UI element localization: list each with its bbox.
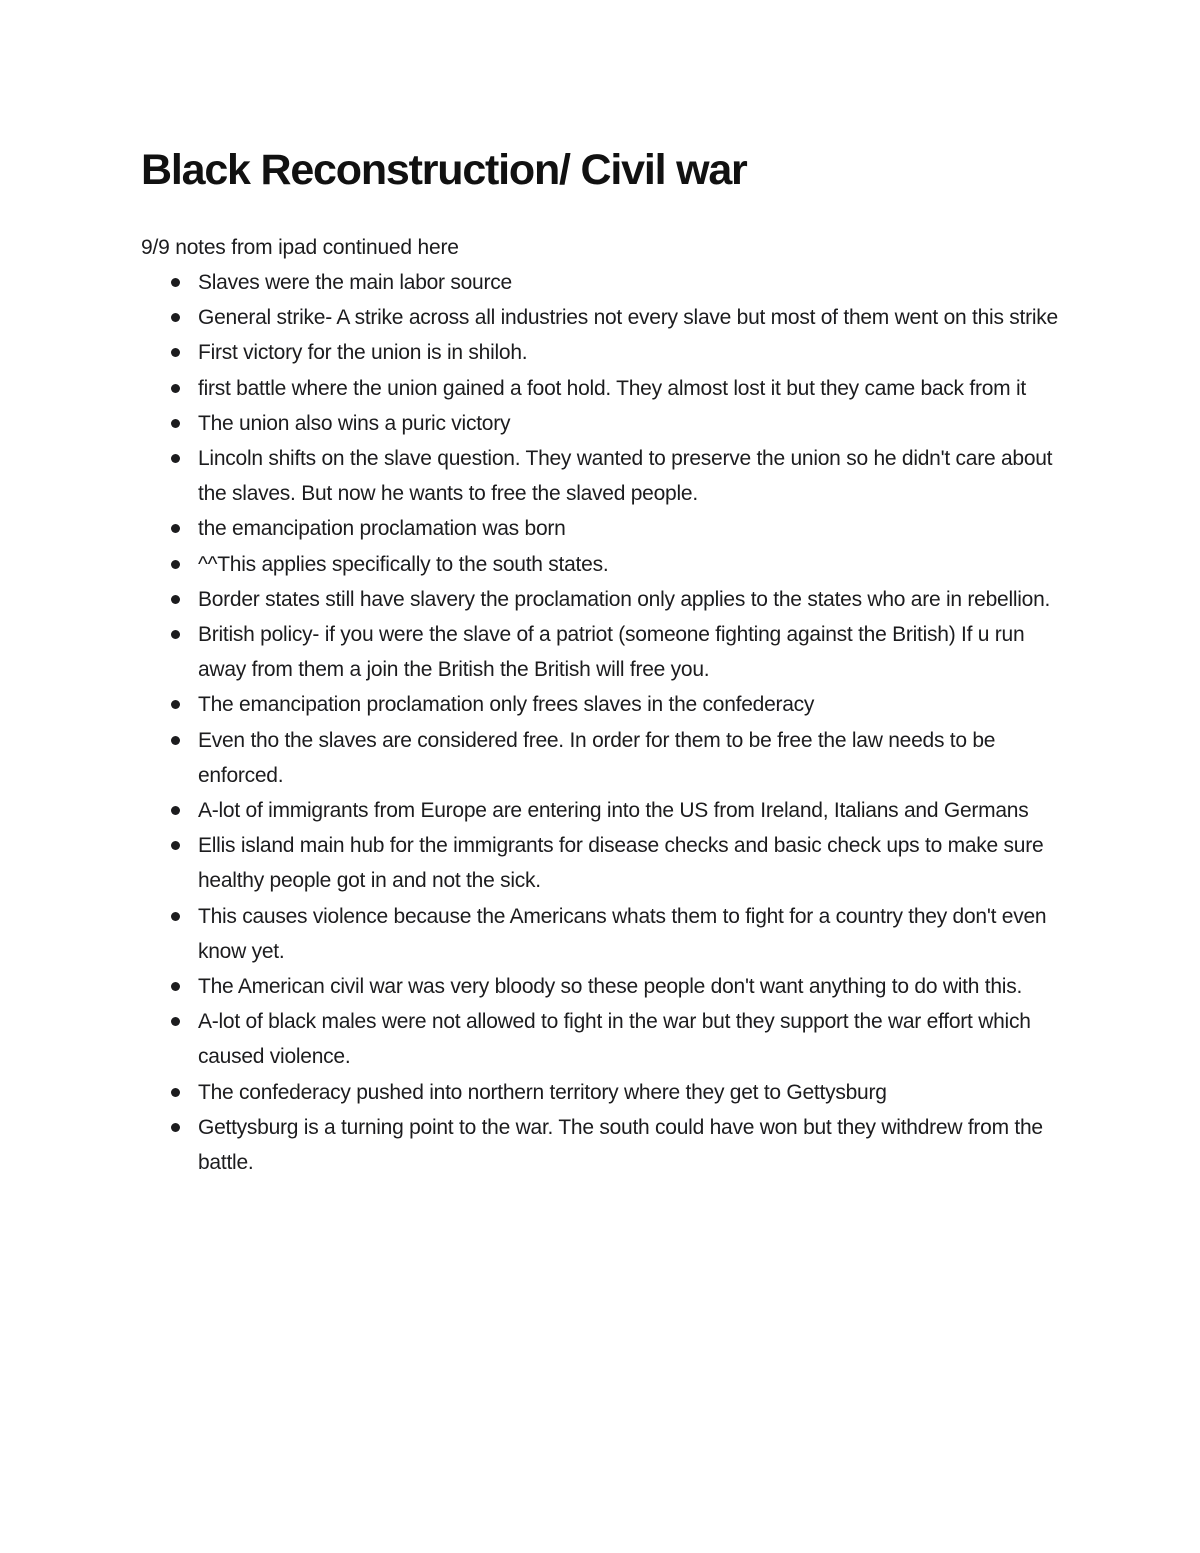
note-text: General strike- A strike across all industries not every slave but most of them went on this strike	[198, 306, 1058, 330]
note-item	[141, 1004, 1061, 1074]
note-item	[141, 265, 1061, 300]
bullet-icon	[171, 419, 180, 428]
note-text: British policy- if you were the slave of a patriot (someone fighting against the British) If u run away from them a join the British the British will free you.	[198, 623, 1025, 682]
note-item	[141, 547, 1061, 582]
note-text: The union also wins a puric victory	[198, 411, 511, 435]
note-text: The emancipation proclamation only frees slaves in the confederacy	[198, 693, 815, 717]
note-text: A-lot of black males were not allowed to fight in the war but they support the war effort which caused violence.	[198, 1010, 1031, 1069]
note-item	[141, 511, 1061, 546]
note-text: the emancipation proclamation was born	[198, 517, 566, 541]
note-text: first battle where the union gained a foot hold. They almost lost it but they came back from it	[198, 376, 1026, 400]
note-item	[141, 1075, 1061, 1110]
notes-list	[141, 265, 1061, 1180]
note-item	[141, 723, 1061, 793]
bullet-icon	[171, 313, 180, 322]
note-item	[141, 793, 1061, 828]
note-item	[141, 335, 1061, 370]
intro-text: 9/9 notes from ipad continued here	[141, 236, 459, 259]
note-text: This causes violence because the Americans whats them to fight for a country they don't even know yet.	[198, 904, 1047, 963]
note-text: The American civil war was very bloody so these people don't want anything to do with this.	[198, 975, 1023, 999]
bullet-icon	[171, 560, 180, 569]
bullet-icon	[171, 806, 180, 815]
note-item	[141, 828, 1061, 898]
bullet-icon	[171, 348, 180, 357]
note-text: Lincoln shifts on the slave question. They wanted to preserve the union so he didn't care about the slaves. But now he wants to free the slaved people.	[198, 447, 1053, 506]
bullet-icon	[171, 524, 180, 533]
bullet-icon	[171, 1017, 180, 1026]
bullet-icon	[171, 454, 180, 463]
bullet-icon	[171, 912, 180, 921]
note-text: A-lot of immigrants from Europe are entering into the US from Ireland, Italians and Germans	[198, 799, 1029, 823]
note-item	[141, 300, 1061, 335]
note-item	[141, 441, 1061, 511]
note-item	[141, 406, 1061, 441]
page-title: Black Reconstruction/ Civil war	[141, 146, 747, 194]
bullet-icon	[171, 736, 180, 745]
bullet-icon	[171, 841, 180, 850]
bullet-icon	[171, 595, 180, 604]
bullet-icon	[171, 982, 180, 991]
note-text: The confederacy pushed into northern territory where they get to Gettysburg	[198, 1080, 887, 1104]
note-text: Border states still have slavery the proclamation only applies to the states who are in rebellion.	[198, 587, 1051, 611]
note-item	[141, 1110, 1061, 1180]
bullet-icon	[171, 278, 180, 287]
note-item	[141, 969, 1061, 1004]
document-page	[141, 140, 1061, 1180]
note-item	[141, 687, 1061, 722]
bullet-icon	[171, 384, 180, 393]
note-item	[141, 617, 1061, 687]
bullet-icon	[171, 1123, 180, 1132]
note-item	[141, 371, 1061, 406]
bullet-icon	[171, 1088, 180, 1097]
note-text: Slaves were the main labor source	[198, 271, 512, 294]
note-text: Even tho the slaves are considered free. In order for them to be free the law needs to be enforced.	[198, 728, 996, 787]
note-text: ^^This applies specifically to the south states.	[198, 552, 609, 576]
note-text: Gettysburg is a turning point to the war. The south could have won but they withdrew from the battle.	[198, 1115, 1043, 1175]
note-item	[141, 899, 1061, 969]
bullet-icon	[171, 700, 180, 709]
bullet-icon	[171, 630, 180, 639]
note-item	[141, 582, 1061, 617]
note-text: First victory for the union is in shiloh.	[198, 341, 528, 365]
note-text: Ellis island main hub for the immigrants for disease checks and basic check ups to make sure healthy people got in and not the sick.	[198, 834, 1044, 893]
